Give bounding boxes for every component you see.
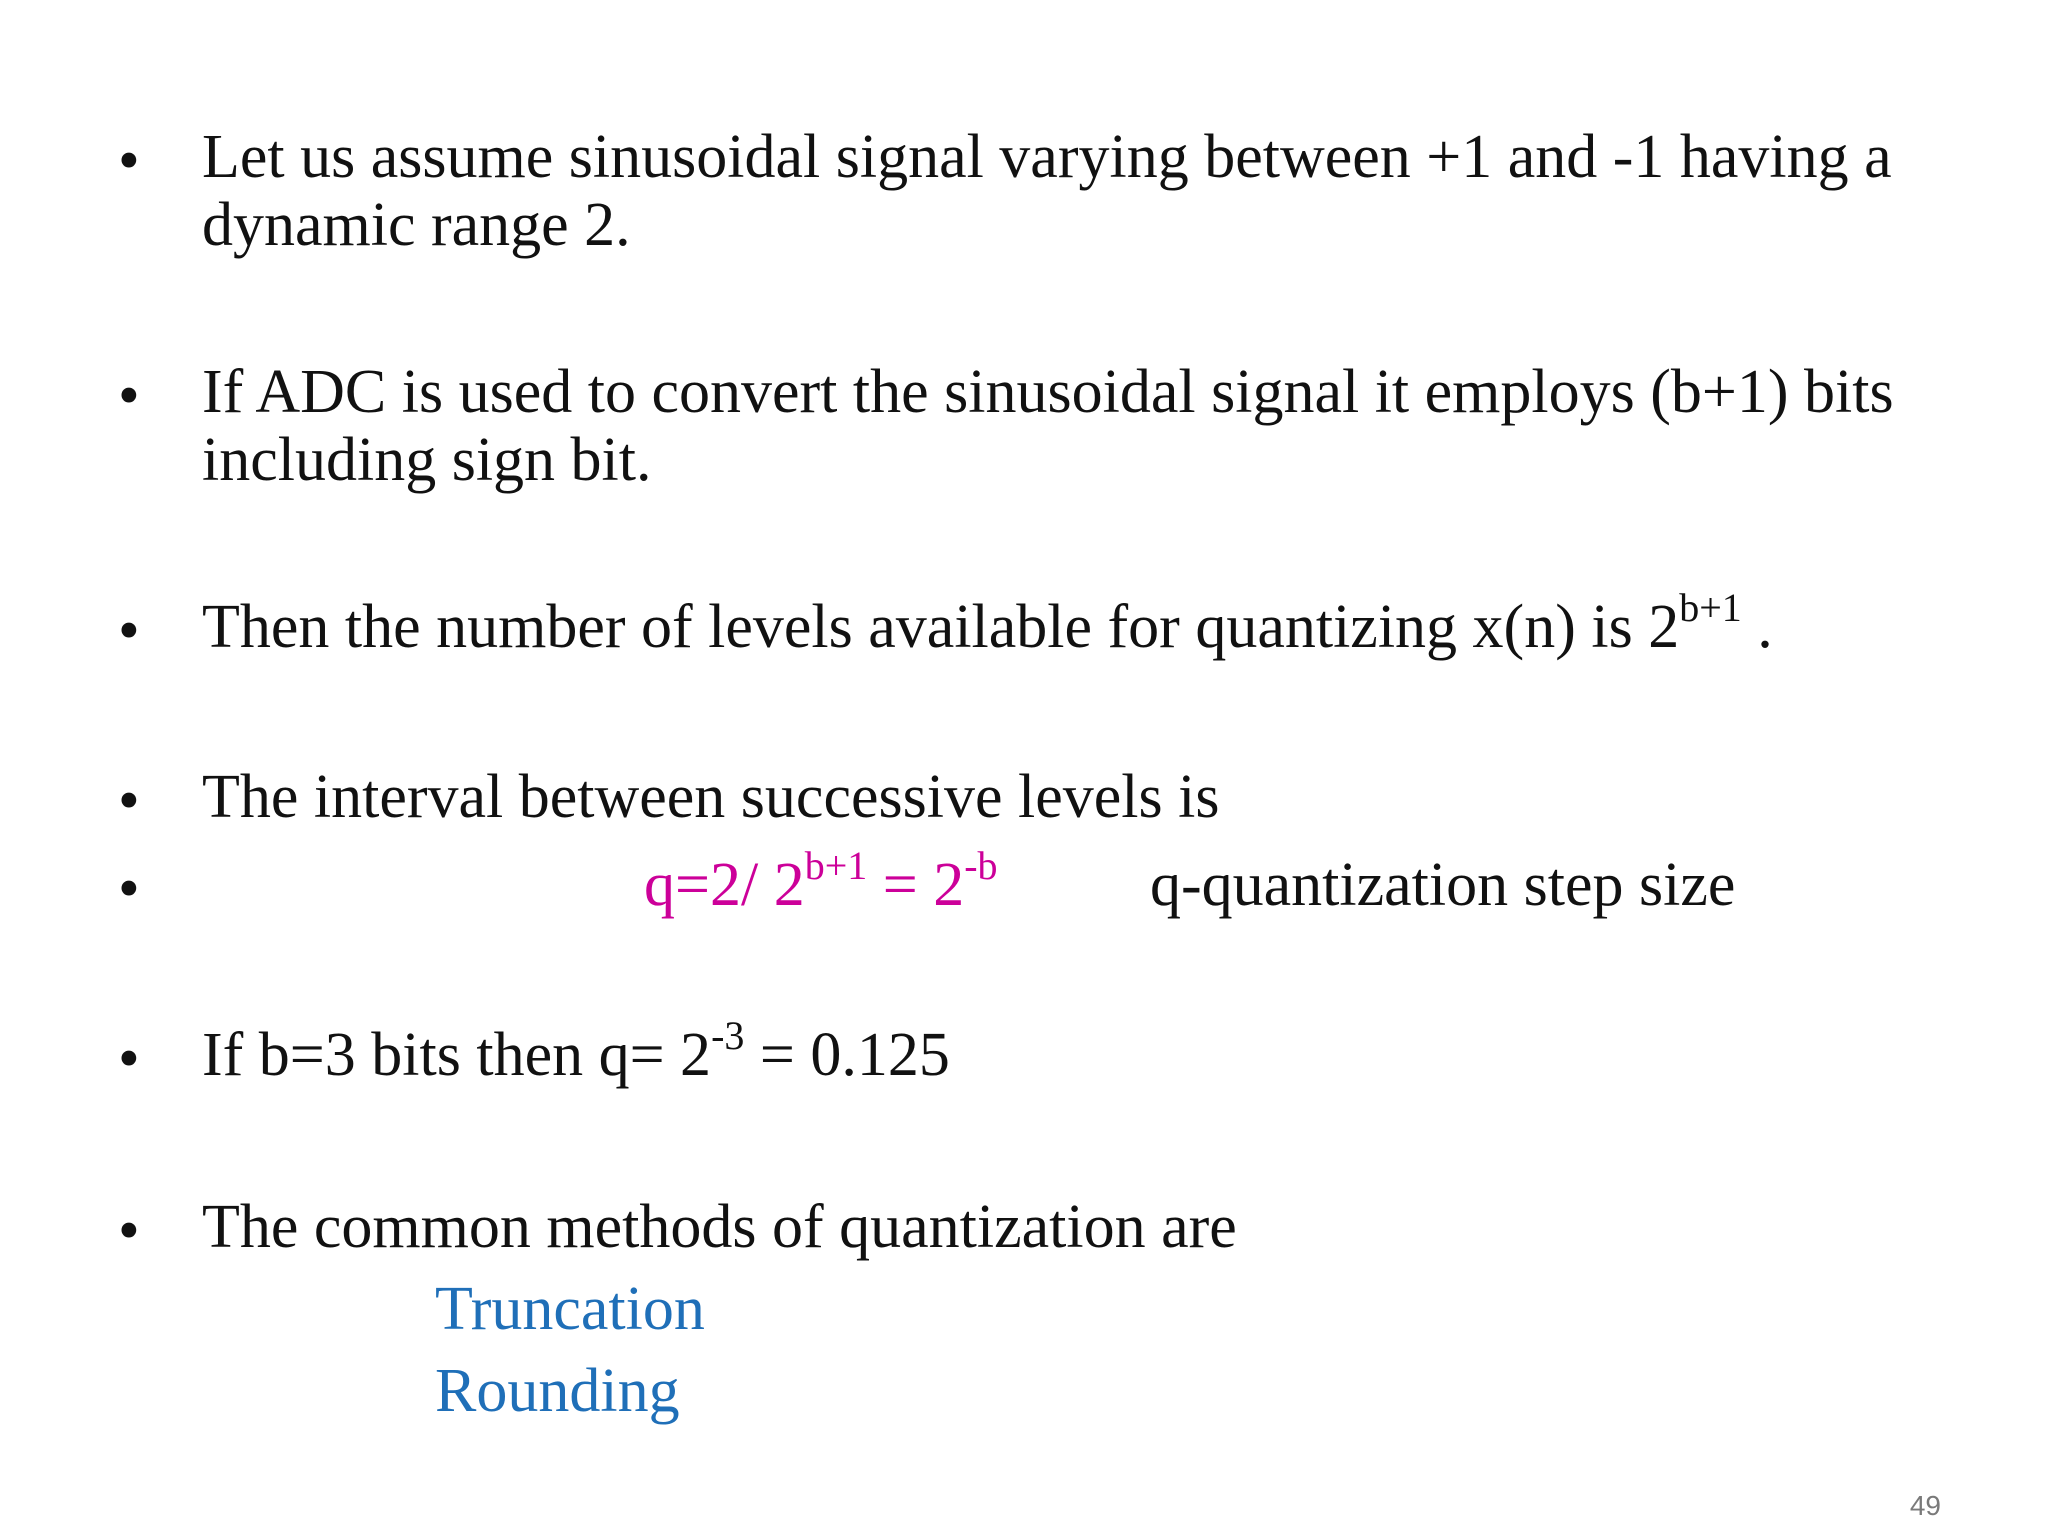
- bullet-marker: •: [118, 767, 140, 835]
- formula-part-b: = 2: [867, 851, 965, 919]
- bullet-2-line-1: If ADC is used to convert the sinusoidal signal it employs (b+1) bits: [202, 358, 1894, 426]
- example-text: If b=3 bits then q= 2: [202, 1021, 712, 1089]
- formula-exponent-1: b+1: [804, 843, 868, 888]
- page-number: 49: [1909, 1490, 1941, 1521]
- example-result: = 0.125: [744, 1021, 950, 1089]
- formula-exponent-2: -b: [964, 843, 998, 888]
- bullet-1-line-1: Let us assume sinusoidal signal varying between +1 and -1 having a: [202, 123, 1892, 191]
- method-truncation: Truncation: [435, 1275, 705, 1343]
- bullet-marker: •: [118, 1197, 140, 1265]
- method-rounding: Rounding: [435, 1357, 680, 1425]
- example-exponent: -3: [711, 1013, 745, 1058]
- bullet-marker: •: [118, 127, 140, 195]
- bullet-2-line-2: including sign bit.: [202, 426, 652, 494]
- step-size-formula: [644, 843, 998, 920]
- bullet-7-text: The common methods of quantization are: [202, 1193, 1237, 1261]
- bullet-marker: •: [118, 1025, 140, 1093]
- levels-end: .: [1741, 593, 1773, 661]
- bullet-1-line-2: dynamic range 2.: [202, 191, 631, 259]
- formula-part-a: q=2/ 2: [644, 851, 805, 919]
- levels-exponent: b+1: [1679, 585, 1742, 630]
- bullet-4-text: The interval between successive levels is: [202, 763, 1220, 831]
- bullet-marker: •: [118, 597, 140, 665]
- bullet-marker: •: [118, 855, 140, 923]
- levels-text: Then the number of levels available for quantizing x(n) is 2: [202, 593, 1680, 661]
- step-size-description: q-quantization step size: [1150, 851, 1736, 919]
- bullet-6-text: [202, 1013, 950, 1090]
- bullet-marker: •: [118, 362, 140, 430]
- bullet-3-text: [202, 585, 1773, 662]
